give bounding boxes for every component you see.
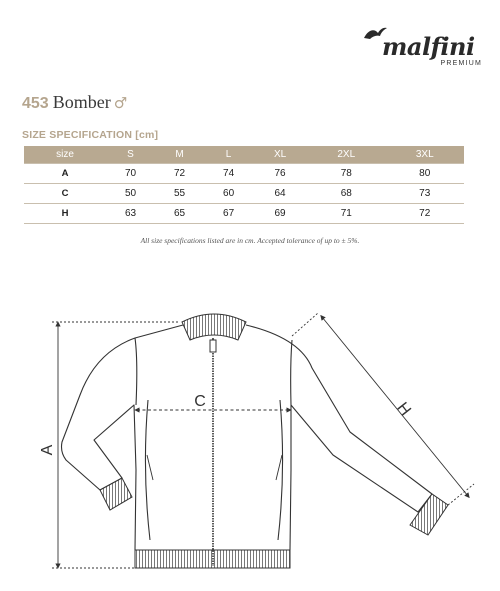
rib-cuff-right [410,494,448,535]
table-cell: 72 [155,163,204,183]
jacket-diagram [0,300,500,591]
table-cell: 63 [106,203,155,223]
size-header-cell: L [204,146,253,163]
size-header-cell: M [155,146,204,163]
table-cell: 69 [253,203,307,223]
product-name: Bomber [52,92,111,112]
size-header-cell: XL [253,146,307,163]
table-cell: 71 [307,203,385,223]
table-cell: 65 [155,203,204,223]
row-label: H [24,203,106,223]
size-header-cell: 2XL [307,146,385,163]
size-header-label: size [24,146,106,163]
size-header-cell: S [106,146,155,163]
table-row [24,163,464,183]
table-cell: 72 [385,203,464,223]
male-icon: ♂ [113,94,128,112]
table-row [24,183,464,203]
spec-heading: SIZE SPECIFICATION [cm] [22,129,159,141]
brand-logo [362,20,486,70]
brand-name: malfini [382,32,475,61]
dimension-h [292,313,474,505]
dimension-h-label: H [393,399,414,420]
dimension-a-label: A [39,444,56,456]
table-cell: 67 [204,203,253,223]
zipper-pull [210,340,216,352]
table-cell: 68 [307,183,385,203]
table-cell: 55 [155,183,204,203]
tolerance-note: All size specifications listed are in cm. Accepted tolerance of up to ± 5%. [140,236,360,245]
table-cell: 60 [204,183,253,203]
jacket-outline [62,325,433,550]
product-title [22,92,127,113]
table-cell: 64 [253,183,307,203]
row-label: A [24,163,106,183]
table-cell: 76 [253,163,307,183]
size-table [24,146,464,224]
table-cell: 70 [106,163,155,183]
size-header-cell: 3XL [385,146,464,163]
size-header-row [24,146,464,163]
table-cell: 80 [385,163,464,183]
dimension-a [52,322,180,568]
table-cell: 50 [106,183,155,203]
product-code: 453 [22,95,49,112]
table-row [24,203,464,223]
brand-sub: PREMIUM [440,60,482,67]
dimension-c-label: C [194,393,206,410]
rib-cuff-left [100,478,132,510]
table-cell: 78 [307,163,385,183]
rib-collar [182,314,246,340]
row-label: C [24,183,106,203]
table-cell: 73 [385,183,464,203]
table-cell: 74 [204,163,253,183]
